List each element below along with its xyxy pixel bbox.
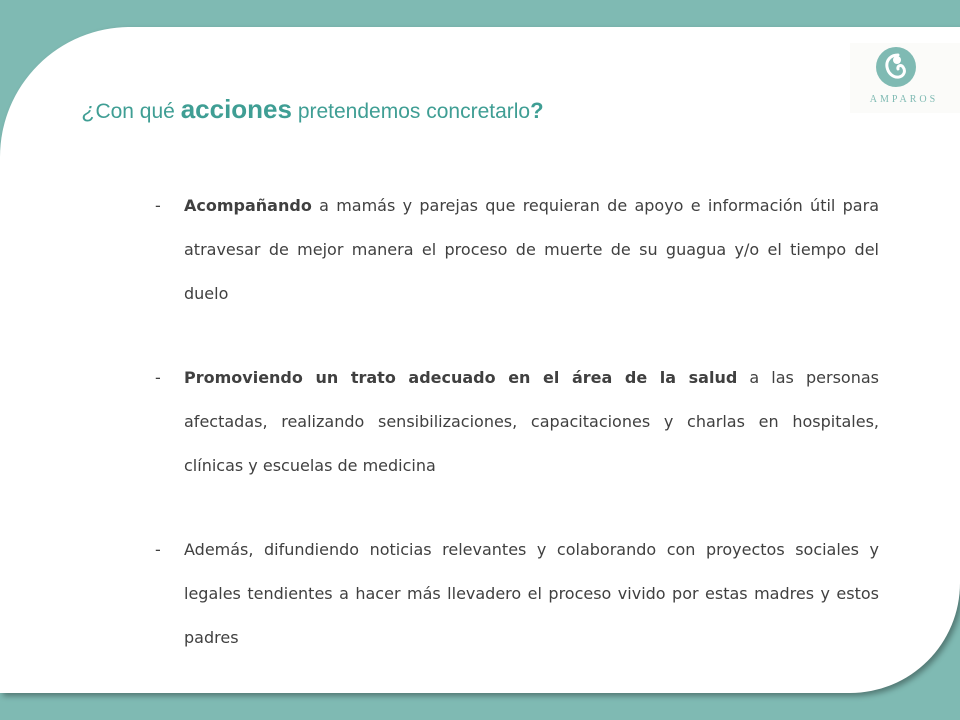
action-item-bold: Promoviendo un trato adecuado en el área de la salud xyxy=(184,368,738,387)
action-item-text: a las personas afectadas, realizando sensibilizaciones, capacitaciones y charlas en hospitales, clínicas y escuelas de medicina xyxy=(184,368,879,475)
action-item-promoting xyxy=(155,356,879,488)
action-item-text: a mamás y parejas que requieran de apoyo e información útil para atravesar de mejor manera el proceso de muerte de su guagua y/o el tiempo del duelo xyxy=(184,196,879,303)
bullet-dash: - xyxy=(155,540,161,559)
title-question-open: ¿ xyxy=(82,98,96,123)
bullet-dash: - xyxy=(155,196,161,215)
slide-title xyxy=(82,94,544,125)
action-list xyxy=(155,184,879,700)
title-text-before: Con qué xyxy=(95,100,181,123)
action-item-accompanying xyxy=(155,184,879,316)
fetus-logo-icon xyxy=(875,46,917,88)
title-question-close: ? xyxy=(530,98,544,123)
bullet-dash: - xyxy=(155,368,161,387)
title-emphasis: acciones xyxy=(180,94,292,124)
title-text-after: pretendemos concretarlo xyxy=(291,100,531,123)
amparos-logo xyxy=(850,43,960,113)
logo-text: AMPAROS xyxy=(869,94,939,105)
action-item-text: Además, difundiendo noticias relevantes y colaborando con proyectos sociales y legales tendientes a hacer más llevadero el proceso vivido por estas madres y estos padres xyxy=(184,540,879,647)
action-item-bold: Acompañando xyxy=(184,196,312,215)
action-item-spreading xyxy=(155,528,879,660)
